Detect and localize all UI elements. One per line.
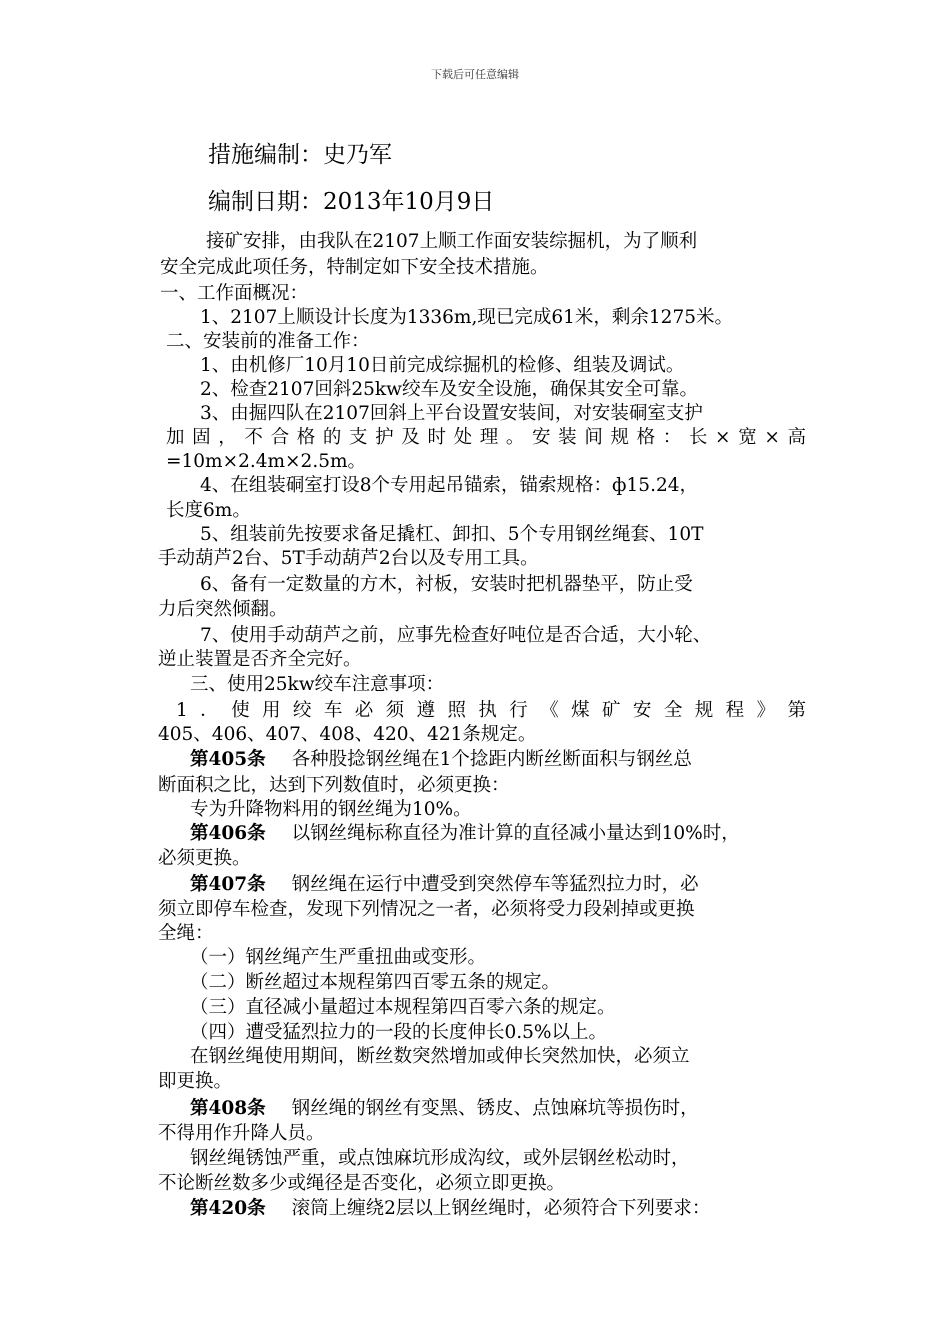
article-407 bbox=[190, 872, 699, 898]
article-label: 第408条 bbox=[190, 1098, 266, 1119]
article-text: 断面积之比，达到下列数值时，必须更换： bbox=[158, 775, 510, 796]
article-label: 第406条 bbox=[190, 823, 266, 844]
article-text: 不论断丝数多少或绳径是否变化，必须立即更换。 bbox=[158, 1173, 566, 1194]
date-line: 编制日期：2013年10月9日 bbox=[208, 189, 495, 215]
article-label: 第405条 bbox=[190, 749, 266, 770]
intro-line: 安全完成此项任务，特制定如下安全技术措施。 bbox=[160, 257, 549, 278]
section-heading: 一、工作面概况： bbox=[160, 283, 309, 304]
page-header: 下载后可任意编辑 bbox=[431, 68, 519, 81]
article-text: 各种股捻钢丝绳在1个捻距内断丝断面积与钢丝总 bbox=[291, 749, 692, 770]
section-heading: 三、使用25kw绞车注意事项： bbox=[190, 674, 445, 695]
list-item: 1、由机修厂10月10日前完成综掘机的检修、组装及调试。 bbox=[200, 355, 685, 376]
article-text: 以钢丝绳标称直径为准计算的直径减小量达到10%时， bbox=[291, 823, 740, 844]
list-item: 1、2107上顺设计长度为1336m,现已完成61米，剩余1275米。 bbox=[200, 307, 733, 328]
list-item-cont: 力后突然倾翻。 bbox=[158, 599, 288, 620]
list-item: 7、使用手动葫芦之前，应事先检查好吨位是否合适，大小轮、 bbox=[200, 625, 712, 646]
article-label: 第420条 bbox=[190, 1198, 266, 1219]
article-item: （三）直径减小量超过本规程第四百零六条的规定。 bbox=[190, 997, 616, 1018]
author-line: 措施编制：史乃军 bbox=[208, 142, 392, 168]
article-408 bbox=[190, 1096, 699, 1122]
article-420 bbox=[190, 1196, 710, 1222]
list-item: 1．使用绞车必须遵照执行《煤矿安全规程》第 bbox=[176, 700, 806, 721]
article-text: 钢丝绳锈蚀严重，或点蚀麻坑形成沟纹，或外层钢丝松动时， bbox=[190, 1148, 690, 1169]
article-text: 滚筒上缠绕2层以上钢丝绳时，必须符合下列要求： bbox=[291, 1198, 711, 1219]
list-item-cont: 长度6m。 bbox=[166, 500, 251, 521]
list-item: 3、由掘四队在2107回斜上平台设置安装间，对安装硐室支护 bbox=[200, 403, 703, 424]
article-text: 钢丝绳的钢丝有变黑、锈皮、点蚀麻坑等损伤时， bbox=[291, 1098, 699, 1119]
article-text: 必须更换。 bbox=[158, 848, 251, 869]
article-406 bbox=[190, 821, 740, 847]
article-item: （二）断丝超过本规程第四百零五条的规定。 bbox=[190, 972, 561, 993]
article-text: 即更换。 bbox=[158, 1071, 233, 1092]
article-405 bbox=[190, 747, 692, 773]
list-item: 4、在组装硐室打设8个专用起吊锚索，锚索规格：ф15.24， bbox=[200, 475, 698, 496]
article-text: 在钢丝绳使用期间，断丝数突然增加或伸长突然加快，必须立 bbox=[190, 1046, 690, 1067]
article-item: （四）遭受猛烈拉力的一段的长度伸长0.5%以上。 bbox=[190, 1022, 608, 1043]
list-item: 2、检查2107回斜25kw绞车及安全设施，确保其安全可靠。 bbox=[200, 379, 698, 400]
article-label: 第407条 bbox=[190, 874, 266, 895]
list-item-cont: 手动葫芦2台、5T手动葫芦2台以及专用工具。 bbox=[158, 548, 539, 569]
list-item-cont: 逆止装置是否齐全完好。 bbox=[158, 649, 362, 670]
list-item: 6、备有一定数量的方木，衬板，安装时把机器垫平，防止受 bbox=[200, 574, 693, 595]
list-item-cont: 405、406、407、408、420、421条规定。 bbox=[158, 724, 537, 745]
article-text: 钢丝绳在运行中遭受到突然停车等猛烈拉力时，必 bbox=[291, 874, 699, 895]
article-text: 须立即停车检查，发现下列情况之一者，必须将受力段剁掉或更换 bbox=[158, 899, 695, 920]
list-item-cont: =10m×2.4m×2.5m。 bbox=[166, 451, 367, 472]
list-item: 5、组装前先按要求备足撬杠、卸扣、5个专用钢丝绳套、10T bbox=[200, 524, 704, 545]
article-text: 全绳： bbox=[158, 923, 214, 944]
list-item-cont: 加固，不合格的支护及时处理。安装间规格：长×宽×高 bbox=[166, 427, 806, 448]
article-text: 不得用作升降人员。 bbox=[158, 1123, 325, 1144]
section-heading: 二、安装前的准备工作： bbox=[166, 331, 370, 352]
intro-line: 接矿安排，由我队在2107上顺工作面安装综掘机，为了顺利 bbox=[206, 231, 698, 252]
article-item: （一）钢丝绳产生严重扭曲或变形。 bbox=[190, 947, 487, 968]
article-text: 专为升降物料用的钢丝绳为10%。 bbox=[190, 799, 472, 820]
